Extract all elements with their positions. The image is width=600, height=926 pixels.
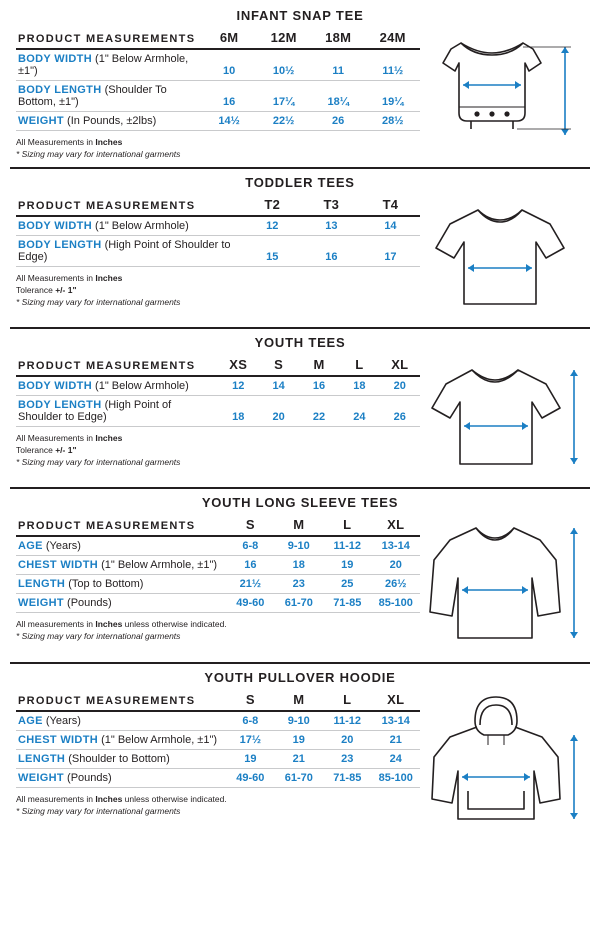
header-size: XL: [380, 354, 420, 376]
header-size: S: [226, 689, 274, 711]
row-label-cell: [16, 730, 226, 749]
row-sublabel: (Pounds): [67, 771, 112, 784]
row-sublabel: (1" Below Armhole): [95, 379, 189, 392]
cell-value: 23: [323, 749, 371, 768]
cell-value: 13-14: [372, 711, 421, 731]
table-header-row: [16, 354, 420, 376]
table-row: [16, 768, 420, 787]
row-label-cell: [16, 711, 226, 731]
header-product-measurements: PRODUCT MEASUREMENTS: [16, 689, 226, 711]
row-label: BODY WIDTH: [18, 379, 92, 392]
row-label: AGE: [18, 539, 43, 552]
header-size: T3: [302, 194, 361, 216]
note-line: All Measurements in Inches: [16, 432, 123, 443]
table-row: [16, 216, 420, 236]
cell-value: 14: [258, 376, 298, 396]
row-label: BODY LENGTH: [18, 238, 102, 251]
section-title: YOUTH TEES: [254, 334, 346, 350]
cell-value: 13: [302, 216, 361, 236]
cell-value: 26: [380, 395, 420, 426]
row-sublabel: (Years): [45, 539, 81, 552]
section-title: TODDLER TEES: [245, 174, 355, 190]
header-size: T2: [243, 194, 302, 216]
header-size: M: [275, 689, 323, 711]
cell-value: 21: [275, 749, 323, 768]
cell-value: 20: [323, 730, 371, 749]
header-product-measurements: PRODUCT MEASUREMENTS: [16, 27, 202, 49]
row-label-cell: [16, 216, 243, 236]
cell-value: 11: [311, 49, 366, 81]
cell-value: 24: [372, 749, 421, 768]
row-label-cell: [16, 395, 218, 426]
table-row: [16, 730, 420, 749]
cell-value: 9-10: [275, 536, 323, 556]
section-notes: [16, 432, 420, 469]
cell-value: 20: [372, 555, 421, 574]
cell-value: 16: [226, 555, 274, 574]
row-sublabel: (Pounds): [67, 596, 112, 609]
cell-value: 10: [202, 49, 257, 81]
cell-value: 18: [275, 555, 323, 574]
row-label: LENGTH: [18, 577, 66, 590]
table-header-row: [16, 194, 420, 216]
garment-illustration-hoodie: [420, 689, 590, 831]
measurements-table-wrap: [10, 354, 420, 469]
cell-value: 24: [339, 395, 379, 426]
table-row: [16, 49, 420, 81]
row-sublabel: (Shoulder To Bottom, ±1"): [18, 84, 167, 108]
cell-value: 17¼: [256, 81, 311, 112]
row-sublabel: (Years): [45, 714, 81, 727]
cell-value: 16: [299, 376, 339, 396]
note-line: * Sizing may vary for international garments: [16, 805, 181, 816]
cell-value: 23: [275, 574, 323, 593]
note-line: All measurements in Inches unless otherwise indicated.: [16, 793, 227, 804]
row-label: WEIGHT: [18, 115, 64, 127]
cell-value: 15: [243, 235, 302, 266]
cell-value: 85-100: [372, 768, 421, 787]
section-youth-long-sleeve-tees: [10, 487, 590, 656]
cell-value: 11½: [365, 49, 420, 81]
row-label: CHEST WIDTH: [18, 733, 99, 746]
cell-value: 21: [372, 730, 421, 749]
section-infant-snap-tee: [10, 0, 590, 161]
cell-value: 61-70: [275, 593, 323, 612]
cell-value: 13-14: [372, 536, 421, 556]
row-label-cell: [16, 555, 226, 574]
header-size: S: [258, 354, 298, 376]
header-size: M: [275, 514, 323, 536]
cell-value: 28½: [365, 112, 420, 131]
cell-value: 14½: [202, 112, 257, 131]
table-row: [16, 555, 420, 574]
row-label-cell: [16, 376, 218, 396]
note-line: * Sizing may vary for international garments: [16, 297, 181, 308]
cell-value: 12: [243, 216, 302, 236]
note-line: * Sizing may vary for international garments: [16, 457, 181, 468]
cell-value: 19: [323, 555, 371, 574]
header-size: 12M: [256, 27, 311, 49]
header-size: L: [323, 689, 371, 711]
cell-value: 12: [218, 376, 258, 396]
row-label-cell: [16, 81, 202, 112]
garment-illustration-tee: [420, 354, 590, 481]
cell-value: 19: [226, 749, 274, 768]
header-product-measurements: PRODUCT MEASUREMENTS: [16, 514, 226, 536]
cell-value: 18: [339, 376, 379, 396]
cell-value: 49-60: [226, 768, 274, 787]
measurements-table: [16, 354, 420, 427]
cell-value: 11-12: [323, 536, 371, 556]
section-title: YOUTH PULLOVER HOODIE: [204, 669, 396, 685]
cell-value: 11-12: [323, 711, 371, 731]
header-size: XL: [372, 514, 421, 536]
cell-value: 85-100: [372, 593, 421, 612]
cell-value: 26: [311, 112, 366, 131]
cell-value: 71-85: [323, 593, 371, 612]
garment-illustration-long-sleeve: [420, 514, 590, 656]
note-line: Tolerance +/- 1": [16, 284, 77, 295]
header-size: XL: [372, 689, 421, 711]
measurements-table-wrap: [10, 27, 420, 161]
measurements-table: [16, 514, 420, 613]
cell-value: 21½: [226, 574, 274, 593]
table-row: [16, 376, 420, 396]
note-line: All measurements in Inches unless otherwise indicated.: [16, 618, 227, 629]
cell-value: 22: [299, 395, 339, 426]
row-label-cell: [16, 749, 226, 768]
row-sublabel: (1" Below Armhole, ±1"): [18, 53, 189, 77]
header-product-measurements: PRODUCT MEASUREMENTS: [16, 194, 243, 216]
row-sublabel: (High Point of Shoulder to Edge): [18, 398, 172, 423]
cell-value: 25: [323, 574, 371, 593]
cell-value: 16: [302, 235, 361, 266]
header-size: XS: [218, 354, 258, 376]
cell-value: 10½: [256, 49, 311, 81]
cell-value: 6-8: [226, 711, 274, 731]
cell-value: 49-60: [226, 593, 274, 612]
section-title: YOUTH LONG SLEEVE TEES: [201, 494, 399, 510]
section-notes: [16, 136, 420, 161]
row-sublabel: (In Pounds, ±2lbs): [67, 115, 157, 127]
row-label-cell: [16, 768, 226, 787]
onesie-diagram: [425, 29, 585, 159]
tee-diagram: [420, 196, 590, 321]
table-row: [16, 395, 420, 426]
header-size: L: [323, 514, 371, 536]
row-label: AGE: [18, 714, 43, 727]
note-line: All Measurements in Inches: [16, 137, 123, 147]
long-sleeve-diagram: [420, 516, 590, 656]
measurements-table-wrap: [10, 194, 420, 309]
cell-value: 18¼: [311, 81, 366, 112]
cell-value: 18: [218, 395, 258, 426]
row-label-cell: [16, 536, 226, 556]
row-sublabel: (Top to Bottom): [68, 577, 144, 590]
row-label: WEIGHT: [18, 771, 64, 784]
table-row: [16, 574, 420, 593]
header-size: S: [226, 514, 274, 536]
row-label: BODY LENGTH: [18, 84, 102, 96]
header-size: 6M: [202, 27, 257, 49]
table-header-row: [16, 27, 420, 49]
table-row: [16, 536, 420, 556]
cell-value: 9-10: [275, 711, 323, 731]
table-row: [16, 235, 420, 266]
cell-value: 19: [275, 730, 323, 749]
note-line: * Sizing may vary for international garments: [16, 630, 181, 641]
measurements-table-wrap: [10, 689, 420, 818]
cell-value: 61-70: [275, 768, 323, 787]
row-sublabel: (1" Below Armhole): [95, 219, 189, 232]
row-label-cell: [16, 112, 202, 131]
cell-value: 17½: [226, 730, 274, 749]
row-label: BODY WIDTH: [18, 53, 92, 65]
cell-value: 20: [258, 395, 298, 426]
table-row: [16, 593, 420, 612]
row-sublabel: (Shoulder to Bottom): [68, 752, 170, 765]
garment-illustration-onesie: [420, 27, 590, 159]
header-size: M: [299, 354, 339, 376]
table-row: [16, 81, 420, 112]
row-sublabel: (1" Below Armhole, ±1"): [101, 558, 218, 571]
table-header-row: [16, 689, 420, 711]
cell-value: 71-85: [323, 768, 371, 787]
measurements-table: [16, 194, 420, 267]
note-line: * Sizing may vary for international garments: [16, 149, 181, 160]
cell-value: 20: [380, 376, 420, 396]
garment-illustration-tee: [420, 194, 590, 321]
row-sublabel: (High Point of Shoulder to Edge): [18, 238, 231, 263]
cell-value: 17: [361, 235, 420, 266]
note-line: All Measurements in Inches: [16, 272, 123, 283]
measurements-table: [16, 27, 420, 131]
header-size: T4: [361, 194, 420, 216]
cell-value: 16: [202, 81, 257, 112]
header-size: 18M: [311, 27, 366, 49]
header-size: L: [339, 354, 379, 376]
cell-value: 26½: [372, 574, 421, 593]
section-youth-tees: [10, 327, 590, 481]
row-sublabel: (1" Below Armhole, ±1"): [101, 733, 218, 746]
cell-value: 14: [361, 216, 420, 236]
cell-value: 6-8: [226, 536, 274, 556]
section-toddler-tees: [10, 167, 590, 321]
table-row: [16, 711, 420, 731]
row-label: CHEST WIDTH: [18, 558, 99, 571]
row-label-cell: [16, 593, 226, 612]
table-header-row: [16, 514, 420, 536]
cell-value: 22½: [256, 112, 311, 131]
cell-value: 19¼: [365, 81, 420, 112]
row-label-cell: [16, 574, 226, 593]
row-label-cell: [16, 49, 202, 81]
row-label: WEIGHT: [18, 596, 64, 609]
header-product-measurements: PRODUCT MEASUREMENTS: [16, 354, 218, 376]
table-row: [16, 749, 420, 768]
section-notes: [16, 618, 420, 643]
section-youth-pullover-hoodie: [10, 662, 590, 831]
section-notes: [16, 793, 420, 818]
section-title: INFANT SNAP TEE: [236, 8, 364, 23]
table-row: [16, 112, 420, 131]
row-label: BODY WIDTH: [18, 219, 92, 232]
tee-diagram: [420, 356, 590, 481]
note-line: Tolerance +/- 1": [16, 444, 77, 455]
row-label: LENGTH: [18, 752, 66, 765]
row-label: BODY LENGTH: [18, 398, 102, 411]
section-notes: [16, 272, 420, 309]
header-size: 24M: [365, 27, 420, 49]
row-label-cell: [16, 235, 243, 266]
measurements-table: [16, 689, 420, 788]
measurements-table-wrap: [10, 514, 420, 643]
hoodie-diagram: [420, 691, 590, 831]
